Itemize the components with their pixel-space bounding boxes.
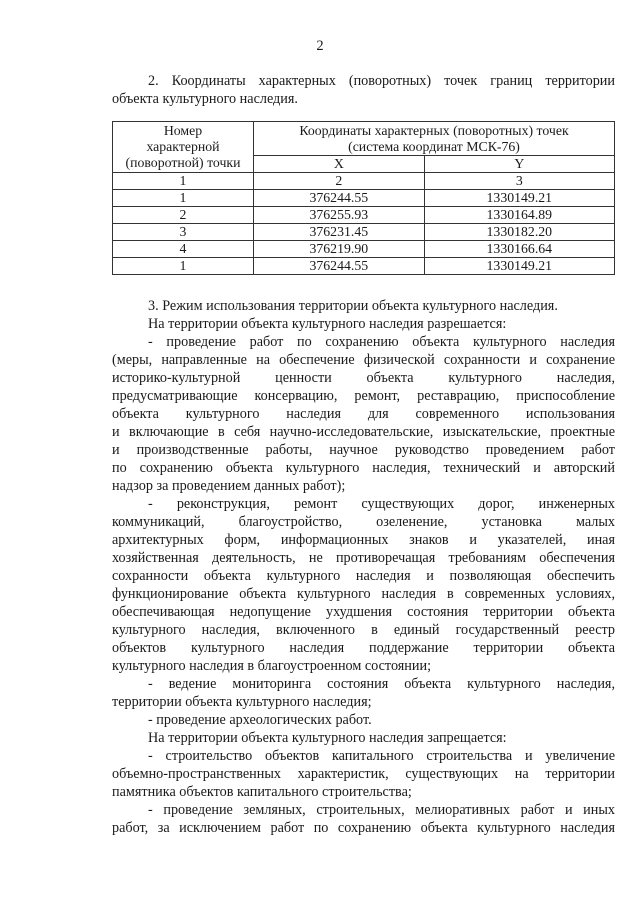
- table-row: 2 376255.93 1330164.89: [113, 207, 615, 224]
- allowed-item-4: - проведение археологических работ.: [148, 712, 372, 728]
- section2-heading-line: объекта культурного наследия.: [112, 91, 298, 107]
- table-row: 1 376244.55 1330149.21: [113, 190, 615, 207]
- y-column-header: Y: [424, 156, 614, 173]
- allowed-item-3: - ведение мониторинга состояния объекта культурного наследия, территории объекта культурного наследия;: [112, 676, 615, 710]
- section3: [112, 297, 615, 837]
- section3-heading: 3. Режим использования территории объекта культурного наследия.: [148, 298, 558, 314]
- prohibited-item-2: - проведение земляных, строительных, мелиоративных работ и иных работ, за исключением работ по сохранению объекта культурного наследия: [112, 802, 615, 836]
- point-number-header: Номер характерной (поворотной) точки: [113, 122, 254, 173]
- prohibited-item-1: - строительство объектов капитального строительства и увеличение объемно-пространственных характеристик, существующих на территории памятника объектов капитального строительства;: [112, 748, 615, 800]
- coordinates-header: Координаты характерных (поворотных) точек (система координат МСК-76): [254, 122, 615, 156]
- table-row: 4 376219.90 1330166.64: [113, 241, 615, 258]
- prohibited-intro: На территории объекта культурного наследия запрещается:: [148, 730, 507, 746]
- x-column-header: X: [254, 156, 425, 173]
- allowed-intro: На территории объекта культурного наследия разрешается:: [148, 316, 507, 332]
- table-row: 3 376231.45 1330182.20: [113, 224, 615, 241]
- allowed-item-1: - проведение работ по сохранению объекта культурного наследия (меры, направленные на обеспечение физической сохранности и сохранение историко-культурной ценности объекта культурного наследия, предусматривающие консервацию, ремонт, реставрацию, приспособление объекта культурного наследия для современного использования и включающие в себя научно-исследовательские, изыскательские, проектные и производственные работы, научное руководство проведением работ по сохранению объекта культурного наследия, технический и авторский надзор за проведением данных работ);: [112, 334, 615, 494]
- page-number: 2: [316, 38, 324, 54]
- section2-heading: [112, 72, 615, 108]
- table-row: 1 376244.55 1330149.21: [113, 258, 615, 275]
- section2-heading-line: 2. Координаты характерных (поворотных) точек границ территории: [148, 73, 615, 89]
- table-index-row: 1 2 3: [113, 173, 615, 190]
- coordinates-table: [112, 121, 615, 275]
- allowed-item-2: - реконструкция, ремонт существующих дорог, инженерных коммуникаций, благоустройство, озеленение, установка малых архитектурных форм, информационных знаков и указателей, иная хозяйственная деятельность, не противоречащая требованиям обеспечения сохранности объекта культурного наследия и позволяющая обеспечить функционирование объекта культурного наследия в современных условиях, обеспечивающая недопущение ухудшения состояния территории объекта культурного наследия, включенного в единый государственный реестр объектов культурного наследия поддержание территории объекта культурного наследия в благоустроенном состоянии;: [112, 496, 615, 674]
